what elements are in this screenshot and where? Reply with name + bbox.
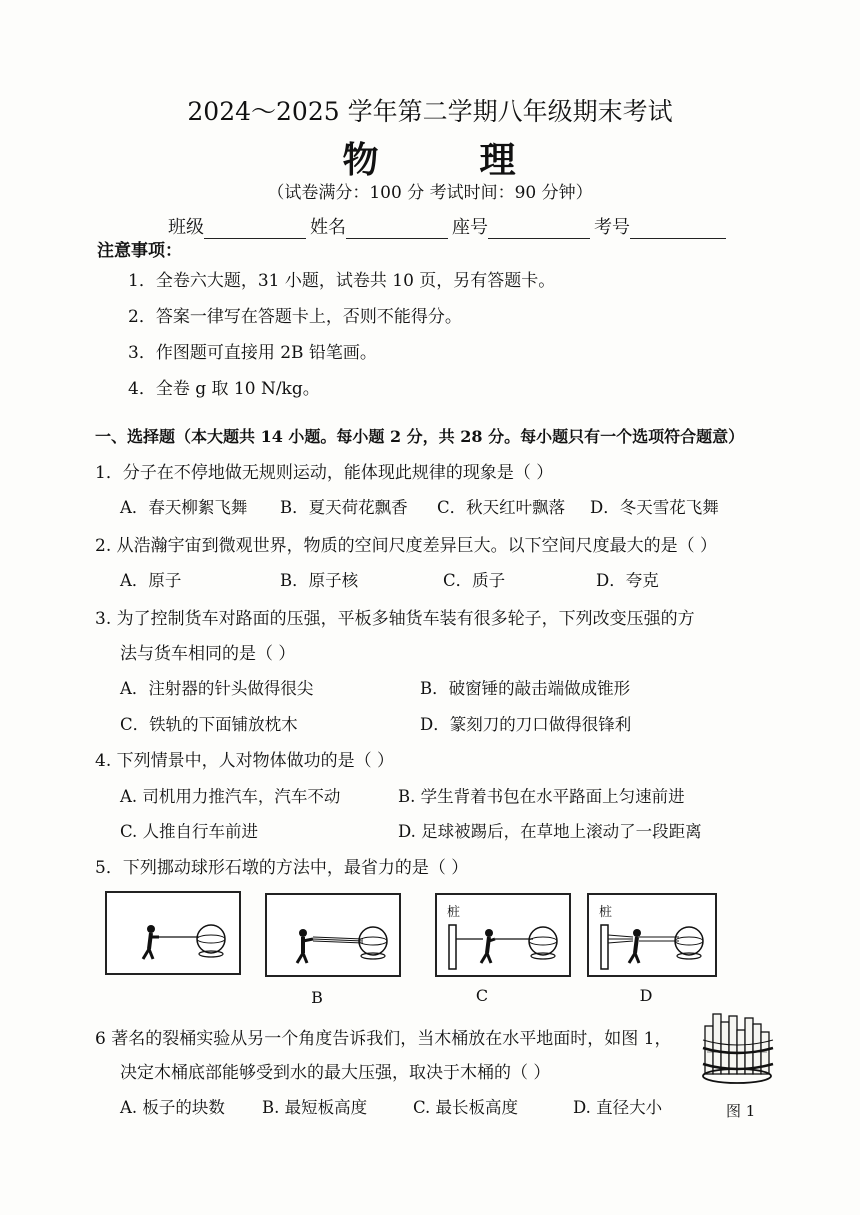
- class-label: 班级: [168, 217, 204, 238]
- option-b[interactable]: B. 最短板高度: [262, 1098, 368, 1117]
- option-a[interactable]: A．原子: [120, 571, 182, 590]
- figure-label-d: D: [639, 986, 653, 1005]
- option-b[interactable]: B．原子核: [280, 571, 359, 590]
- question-stem: 5．下列挪动球形石墩的方法中，最省力的是（ ）: [95, 858, 469, 878]
- subject-char-2: 理: [479, 139, 518, 181]
- stake-label: 桩: [599, 905, 613, 920]
- figure-1-caption: 图 1: [726, 1102, 756, 1120]
- option-d[interactable]: D. 直径大小: [573, 1098, 663, 1117]
- option-b[interactable]: B．夏天荷花飘香: [280, 498, 408, 517]
- question-stem: 6 著名的裂桶实验从另一个角度告诉我们，当木桶放在水平地面时，如图 1，: [95, 1029, 672, 1049]
- seat-field[interactable]: [488, 218, 590, 239]
- option-b[interactable]: B．破窗锤的敲击端做成锥形: [420, 679, 631, 698]
- question-stem: 4. 下列情景中，人对物体做功的是（ ）: [95, 751, 395, 771]
- exam-title: 2024～2025 学年第二学期八年级期末考试: [187, 97, 673, 126]
- subject-title: [0, 132, 860, 183]
- figure-option-b[interactable]: [265, 893, 401, 977]
- exam-no-field[interactable]: [630, 218, 726, 239]
- class-field[interactable]: [204, 218, 306, 239]
- name-field[interactable]: [346, 218, 448, 239]
- question-stem: 3. 为了控制货车对路面的压强，平板多轴货车装有很多轮子，下列改变压强的方: [95, 609, 695, 629]
- subject-char-1: 物: [342, 139, 381, 181]
- option-b[interactable]: B. 学生背着书包在水平路面上匀速前进: [398, 787, 685, 806]
- option-c[interactable]: C．质子: [443, 571, 506, 590]
- figure-option-c[interactable]: [435, 893, 571, 977]
- option-d[interactable]: D．夸克: [596, 571, 659, 590]
- student-info-row: [168, 213, 730, 239]
- figure-option-d[interactable]: [587, 893, 717, 977]
- question-stem-cont: 法与货车相同的是（ ）: [120, 644, 296, 664]
- name-label: 姓名: [310, 217, 346, 238]
- option-c[interactable]: C. 最长板高度: [413, 1098, 519, 1117]
- person-pulling-stone-icon: [107, 893, 239, 973]
- option-d[interactable]: D．篆刻刀的刀口做得很锋利: [420, 715, 632, 734]
- wooden-barrel-icon: [697, 1012, 779, 1086]
- question-stem-cont: 决定木桶底部能够受到水的最大压强，取决于木桶的（ ）: [120, 1063, 551, 1083]
- section-heading: 一、选择题（本大题共 14 小题。每小题 2 分，共 28 分。每小题只有一个选项符合题意）: [95, 427, 745, 446]
- question-stem: 1．分子在不停地做无规则运动，能体现此规律的现象是（ ）: [95, 463, 554, 483]
- option-c[interactable]: C．秋天红叶飘落: [437, 498, 566, 517]
- seat-label: 座号: [452, 217, 488, 238]
- barrel-figure: [697, 1012, 779, 1086]
- notice-item: 4．全卷 g 取 10 N/kg。: [128, 379, 320, 399]
- figure-label-b: B: [311, 988, 323, 1007]
- option-c[interactable]: C．铁轨的下面铺放枕木: [120, 715, 298, 734]
- option-d[interactable]: D．冬天雪花飞舞: [590, 498, 719, 517]
- notice-item: 2．答案一律写在答题卡上，否则不能得分。: [128, 307, 462, 327]
- person-pulling-stone-icon: [267, 895, 399, 975]
- option-a[interactable]: A．注射器的针头做得很尖: [120, 679, 314, 698]
- option-a[interactable]: A．春天柳絮飞舞: [120, 498, 248, 517]
- question-stem: 2. 从浩瀚宇宙到微观世界，物质的空间尺度差异巨大。以下空间尺度最大的是（ ）: [95, 536, 718, 556]
- exam-meta: （试卷满分：100 分 考试时间：90 分钟）: [267, 183, 593, 203]
- option-a[interactable]: A. 板子的块数: [120, 1098, 225, 1117]
- notice-item: 3．作图题可直接用 2B 铅笔画。: [128, 343, 377, 363]
- option-c[interactable]: C. 人推自行车前进: [120, 822, 259, 841]
- notice-item: 1．全卷六大题，31 小题，试卷共 10 页，另有答题卡。: [128, 271, 556, 291]
- figure-label-c: C: [475, 986, 489, 1005]
- option-a[interactable]: A. 司机用力推汽车，汽车不动: [120, 787, 341, 806]
- stake-label: 桩: [447, 905, 461, 920]
- option-d[interactable]: D. 足球被踢后，在草地上滚动了一段距离: [398, 822, 702, 841]
- figure-option-a[interactable]: [105, 891, 241, 975]
- exam-no-label: 考号: [594, 217, 630, 238]
- notice-heading: 注意事项：: [97, 241, 182, 261]
